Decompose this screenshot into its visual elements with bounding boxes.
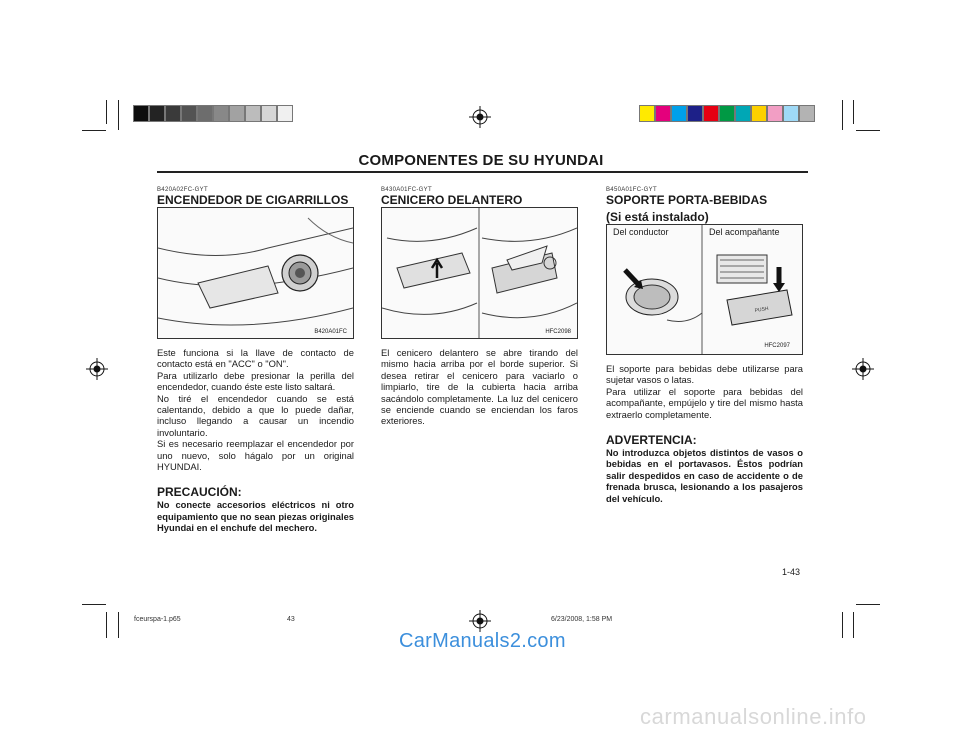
color-swatch xyxy=(751,105,767,122)
color-swatch xyxy=(655,105,671,122)
section-cup-holder xyxy=(606,187,803,225)
paragraph: El soporte para bebidas debe utilizarse para sujetar vasos o latas. xyxy=(606,363,803,386)
ashtray-icon xyxy=(382,208,577,338)
figure-code: HFC2098 xyxy=(545,329,571,335)
watermark-carmanualsonline: carmanualsonline.info xyxy=(640,704,867,729)
color-swatch xyxy=(133,105,149,122)
section-front-ashtray xyxy=(381,187,578,208)
footer-file: fceurspa-1.p65 xyxy=(134,616,181,623)
warning-title: ADVERTENCIA: xyxy=(606,433,697,448)
color-swatch xyxy=(671,105,687,122)
cup-holder-icon xyxy=(607,225,802,354)
watermark-carmanuals2: CarManuals2.com xyxy=(399,630,566,652)
color-swatch xyxy=(783,105,799,122)
section-title: CENICERO DELANTERO xyxy=(381,193,523,207)
caution-title: PRECAUCIÓN: xyxy=(157,485,242,500)
paragraph: El cenicero delantero se abre tirando del mismo hacia arriba por el borde superior. Si desea retirar el cenicero para vaciarlo o limpiarlo, tire de la cubierta hacia arriba sacándolo completamente. La luz del cenicero se enciende cuando se enciendan los faros exteriores. xyxy=(381,347,578,427)
paragraph: Este funciona si la llave de contacto de contacto está en "ACC" o "ON". xyxy=(157,347,354,370)
color-swatch xyxy=(687,105,703,122)
paragraph: Si es necesario reemplazar el encendedor por uno nuevo, solo hágalo por un original HYUNDAI. xyxy=(157,438,354,473)
color-swatch xyxy=(149,105,165,122)
registration-mark-icon xyxy=(86,358,108,380)
paragraph: No tiré el encendedor cuando se está calentando, debido a que lo puede dañar, incluso llegando a causar un incendio involuntario. xyxy=(157,392,354,438)
section-code: B420A02FC-GYT xyxy=(157,187,208,193)
registration-mark-icon xyxy=(852,358,874,380)
grayscale-color-bar xyxy=(133,105,293,122)
caution-body: No conecte accesorios eléctricos ni otro equipamiento que no sean piezas originales Hyundai en el enchufe del mechero. xyxy=(157,499,354,534)
cigarette-lighter-icon xyxy=(158,208,353,338)
figure-code: HFC2097 xyxy=(764,343,790,349)
warning-body: No introduzca objetos distintos de vasos o bebidas en el portavasos. Éstos podrían salir despedidos en caso de accidente o de frenada brusca, lesionando a los pasajeros del vehículo. xyxy=(606,447,803,504)
ashtray-text xyxy=(381,347,578,427)
footer-page: 43 xyxy=(287,616,295,623)
section-subtitle: (Si está instalado) xyxy=(606,210,709,224)
registration-mark-icon xyxy=(469,106,491,128)
figure-code: B420A01FC xyxy=(314,329,347,335)
paragraph: Para utilizar el soporte para bebidas del acompañante, empújelo y tire del mismo hasta extraerlo completamente. xyxy=(606,385,803,420)
section-code: B450A01FC-GYT xyxy=(606,187,657,193)
color-swatch xyxy=(229,105,245,122)
ashtray-illustration xyxy=(381,207,578,339)
color-swatch xyxy=(213,105,229,122)
color-swatch xyxy=(197,105,213,122)
title-divider xyxy=(157,171,808,173)
color-swatch xyxy=(719,105,735,122)
color-swatch xyxy=(703,105,719,122)
color-swatch xyxy=(261,105,277,122)
lighter-illustration xyxy=(157,207,354,339)
section-title: ENCENDEDOR DE CIGARRILLOS xyxy=(157,193,349,207)
page-title: COMPONENTES DE SU HYUNDAI xyxy=(358,152,604,169)
color-swatch xyxy=(245,105,261,122)
section-code: B430A01FC-GYT xyxy=(381,187,432,193)
push-label: PUSH xyxy=(754,305,770,314)
section-cigarette-lighter xyxy=(157,187,354,208)
footer-date: 6/23/2008, 1:58 PM xyxy=(551,616,613,623)
section-title: SOPORTE PORTA-BEBIDAS xyxy=(606,193,768,207)
driver-label: Del conductor xyxy=(613,227,669,237)
color-swatch xyxy=(639,105,655,122)
lighter-text xyxy=(157,347,354,534)
page-number: 1-43 xyxy=(782,567,801,577)
color-swatch xyxy=(165,105,181,122)
registration-mark-icon xyxy=(469,610,491,632)
color-swatch xyxy=(181,105,197,122)
passenger-label: Del acompañante xyxy=(709,227,780,237)
color-swatch xyxy=(799,105,815,122)
paragraph: Para utilizarlo debe presionar la perilla del encendedor, cuando éste este listo saltará. xyxy=(157,369,354,393)
cup-holder-text xyxy=(606,363,803,504)
color-swatch xyxy=(277,105,293,122)
color-swatch xyxy=(767,105,783,122)
color-swatch xyxy=(735,105,751,122)
process-color-bar xyxy=(639,105,815,122)
cup-holder-illustration xyxy=(606,224,803,355)
